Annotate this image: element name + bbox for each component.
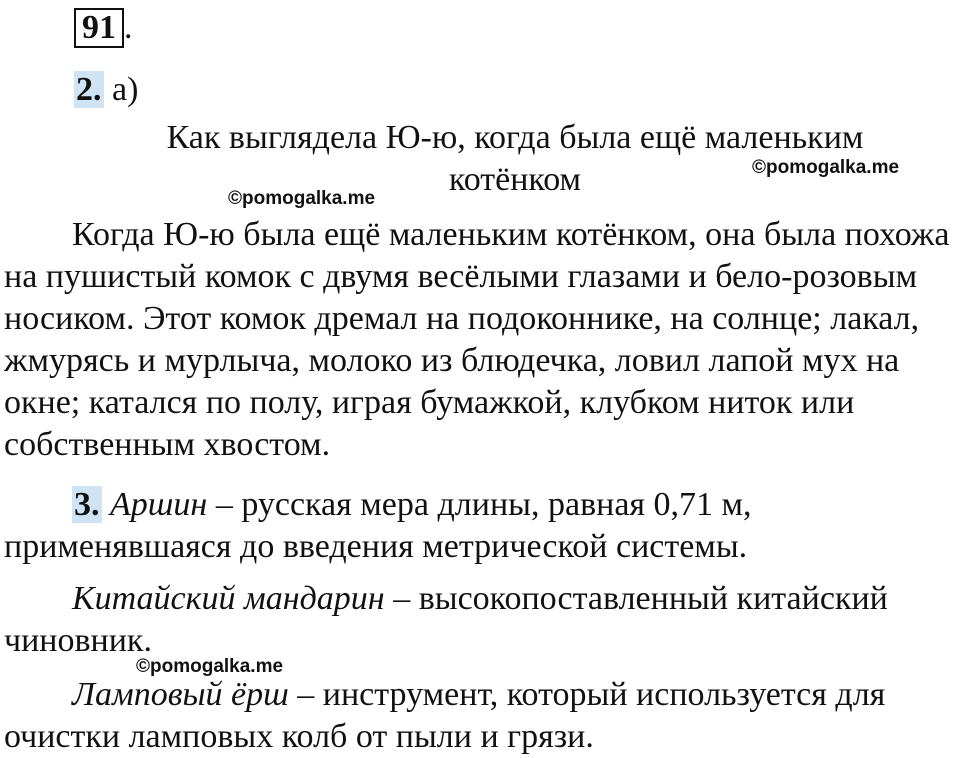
section2-title-line2: котёнком [448, 161, 582, 198]
section3-entry-yorsh [4, 674, 954, 758]
section3-entry-mandarin [4, 578, 954, 662]
task-number [74, 8, 133, 48]
section3-marker: 3. [74, 486, 100, 523]
task-number-suffix: . [124, 9, 133, 46]
section2-paragraph: Когда Ю-ю была ещё маленьким котёнком, она была похожа на пушистый комок с двумя весёлыми глазами и бело-розовым носиком. Этот комок дремал на подоконнике, на солнце; лакал, жмурясь и мурлыча, молоко из блюдечка, ловил лапой мух на окне; катался по полу, играя бумажкой, клубком ниток или собственным хвостом. [4, 216, 950, 463]
definition-arshin: – русская мера длины, равная 0,71 м, применявшаяся до введения метрической системы. [4, 486, 752, 565]
section2-subitem: а) [112, 71, 139, 108]
section2-marker: 2. [76, 71, 102, 108]
term-arshin: Аршин [110, 486, 208, 523]
section2-title-line1: Как выглядела Ю-ю, когда была ещё маленьким [166, 119, 864, 156]
watermark: ©pomogalka.me [136, 656, 284, 677]
task-number-box [74, 8, 124, 48]
task-number-value: 91 [82, 9, 116, 46]
term-mandarin: Китайский мандарин [72, 580, 385, 617]
definition-yorsh: – инструмент, который используется для очистки ламповых колб от пыли и грязи. [4, 676, 886, 755]
section2-header [74, 70, 138, 110]
section3-entry-arshin [4, 484, 954, 568]
watermark: ©pomogalka.me [752, 157, 900, 178]
term-yorsh: Ламповый ёрш [72, 676, 289, 713]
definition-mandarin: – высокопоставленный китайский чиновник. [4, 580, 888, 659]
watermark: ©pomogalka.me [228, 188, 376, 209]
